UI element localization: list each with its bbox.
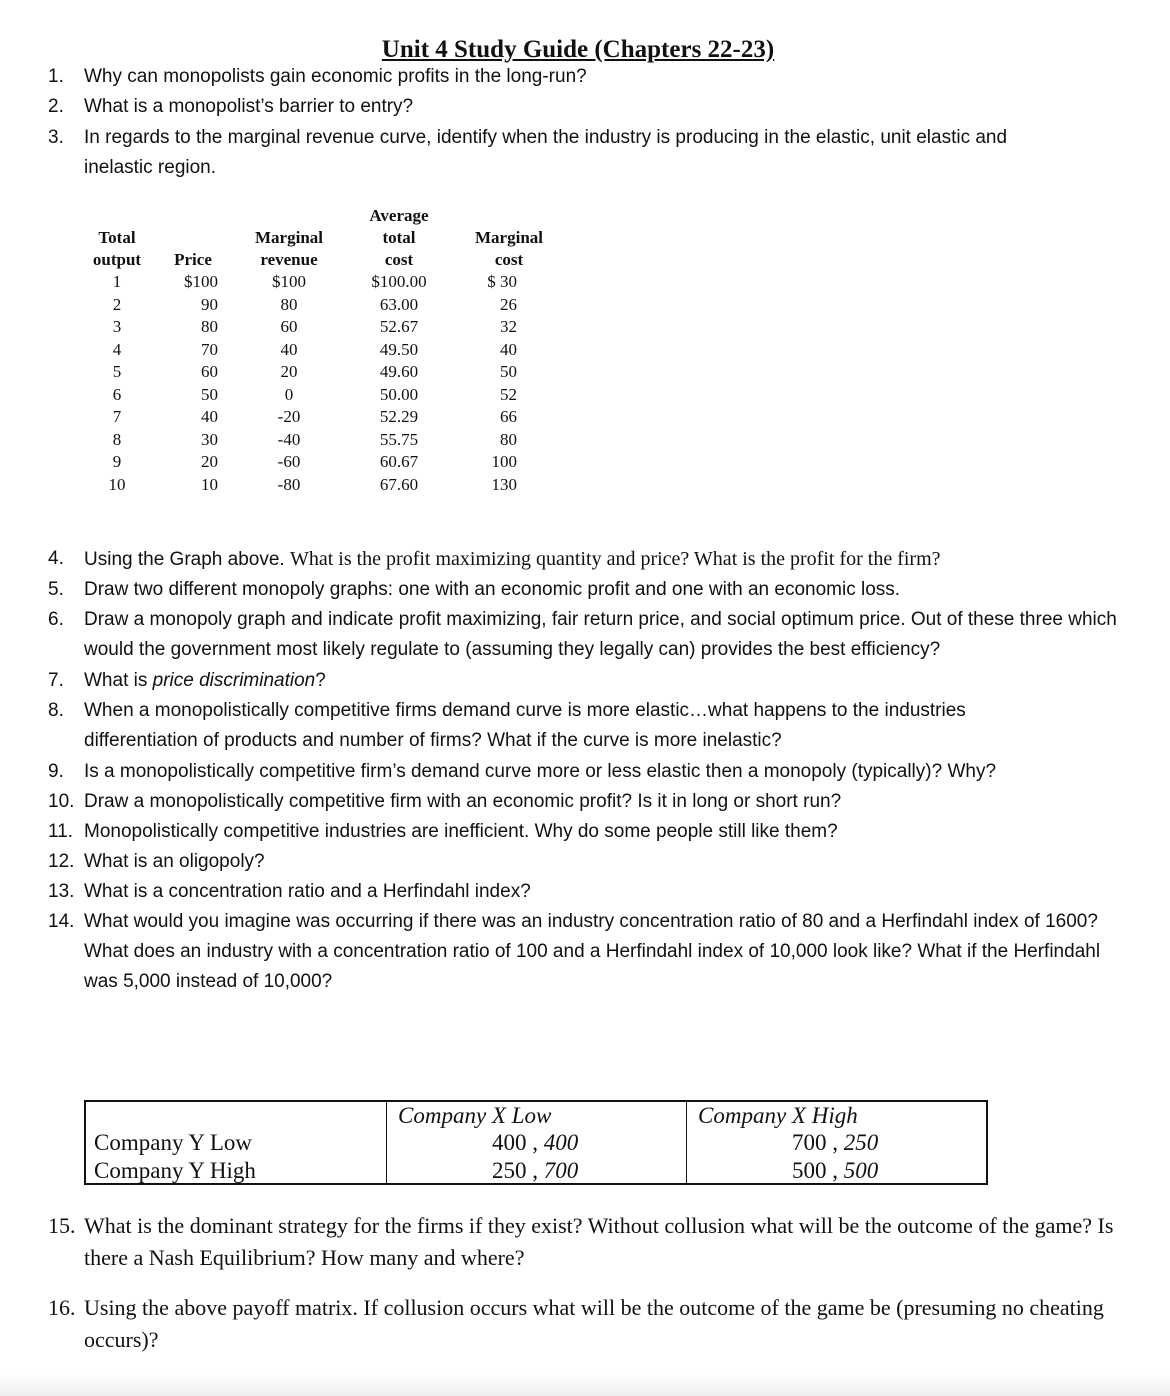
cost-table [0,205,600,505]
table-cell: 5 [112,362,122,381]
table-cell: 10 [108,474,126,494]
question-text: In regards to the marginal revenue curve, identify when the industry is producing in the elastic, unit elastic and inelastic region. [84,127,1008,178]
question-text: Draw a monopolistically competitive firm with an economic profit? Is it in long or short run? [84,791,842,812]
question-number: 8. [48,700,64,721]
question-number: 3. [48,127,64,148]
question-number: 11. [48,821,74,842]
page-bottom-edge [0,1374,1170,1396]
table-cell: 6 [112,384,122,404]
question-16 [48,1292,1138,1356]
payoff-cell: 400 , 400 [492,1130,579,1155]
table-cell: 80 [280,294,298,314]
table-cell: -20 [277,407,301,426]
payoff-cell: 700 , 250 [792,1130,879,1155]
header-cost: cost [494,250,524,269]
question-text: ? [315,670,326,691]
payoff-matrix [84,1100,988,1185]
column-divider [686,1102,687,1183]
header-average: Average [369,206,429,225]
question-14 [48,907,1138,997]
column-divider [386,1102,387,1183]
table-cell: -60 [277,452,301,471]
header-total: Total [98,228,136,247]
table-cell: 1 [112,272,122,291]
question-4 [48,544,1138,575]
question-text: What is a monopolist’s barrier to entry? [84,96,414,117]
table-cell: 60 [280,317,298,336]
table-cell: 20 [280,362,298,381]
table-cell: 3 [112,317,122,336]
col-marginal-cost [466,205,552,496]
table-cell: 80 [500,429,517,449]
question-text: Why can monopolists gain economic profits in the long-run? [84,66,587,87]
question-number: 12. [48,851,75,872]
table-cell: 4 [112,339,122,359]
table-cell: 40 [201,407,218,426]
table-cell: 26 [500,294,517,314]
header-output: output [92,250,142,269]
table-cell: 8 [112,429,122,449]
table-cell: -40 [277,429,301,449]
col-price [168,205,218,496]
question-text: When a monopolistically competitive firms demand curve is more elastic…what happens to the industries differentiation of products and number of firms? What if the curve is more inelastic? [84,700,966,751]
table-cell: 49.60 [379,362,419,381]
table-cell: 50 [201,384,218,404]
question-number: 7. [48,670,64,691]
table-cell: -80 [277,474,301,494]
table-cell: 90 [201,294,218,314]
table-cell: 10 [201,474,218,494]
table-cell: 32 [500,317,517,336]
table-cell: 67.60 [379,474,419,494]
header-company-x-low: Company X Low [398,1103,552,1128]
table-cell: 52.29 [379,407,419,426]
row-company-y-high: Company Y High [94,1158,256,1183]
row-company-y-low: Company Y Low [94,1130,253,1155]
header-company-x-high: Company X High [698,1103,858,1128]
question-text: What is a concentration ratio and a Herfindahl index? [84,881,531,902]
question-text: Draw two different monopoly graphs: one with an economic profit and one with an economic loss. [84,579,901,600]
question-6 [48,605,1138,665]
question-text: Using the Graph above. [84,549,290,570]
table-cell: 20 [201,452,218,471]
question-text: What is [84,670,153,691]
question-text: Draw a monopoly graph and indicate profit maximizing, fair return price, and social optimum price. Out of these three which would the government most likely regulate to (assuming they legally can) provides the best efficiency? [84,609,1117,660]
table-cell: 63.00 [379,294,419,314]
question-text: What is an oligopoly? [84,851,265,872]
table-cell: $100 [184,272,218,291]
question-5 [48,575,1138,605]
question-number: 2. [48,96,64,117]
question-text: Using the above payoff matrix. If collusion occurs what will be the outcome of the game be (presuming no cheating occurs)? [84,1295,1104,1352]
table-cell: 40 [500,339,517,359]
table-cell: 52 [500,384,517,404]
question-number: 6. [48,609,64,630]
question-9 [48,757,1138,787]
question-number: 14. [48,911,75,932]
question-12 [48,847,1138,877]
table-cell: 50 [500,362,517,381]
table-cell: 40 [280,339,298,359]
table-cell: $100 [272,272,306,291]
mc-values [471,271,517,496]
table-cell: 60.67 [379,452,419,471]
table-cell: 70 [201,339,218,359]
table-cell: 55.75 [379,429,419,449]
table-cell: $100.00 [371,272,427,291]
question-13 [48,877,1138,907]
question-text: Is a monopolistically competitive firm’s demand curve more or less elastic then a monopoly (typically)? Why? [84,761,997,782]
question-number: 16. [48,1295,76,1320]
table-cell: 9 [112,452,122,471]
question-text: What would you imagine was occurring if there was an industry concentration ratio of 80 and a Herfindahl index of 1600? What does an industry with a concentration ratio of 100 and a Herfindahl index of 10,000 look like? What if the Herfindahl was 5,000 instead of 10,000? [84,911,1101,992]
table-cell: 7 [112,407,122,426]
col-average-total-cost [356,205,442,496]
table-cell: 30 [201,429,218,449]
question-number: 10. [48,791,75,812]
header-price: Price [174,250,212,269]
payoff-cell: 500 , 500 [792,1158,879,1183]
table-cell: $ 30 [487,272,517,291]
question-number: 13. [48,881,75,902]
question-8 [48,696,1048,756]
header-cost: cost [384,250,414,269]
question-2 [48,92,1138,122]
question-text: What is the profit maximizing quantity and price? What is the profit for the firm? [289,548,941,570]
table-cell: 66 [500,407,517,426]
col-marginal-revenue [244,205,334,496]
payoff-cell: 250 , 700 [492,1158,579,1183]
question-number: 1. [48,66,64,87]
table-cell: 80 [201,317,218,336]
question-10 [48,787,1138,817]
table-cell: 49.50 [379,339,419,359]
question-text: What is the dominant strategy for the firms if they exist? Without collusion what will be the outcome of the game? Is there a Nash Equilibrium? How many and where? [84,1213,1114,1270]
col-total-output [84,205,150,496]
table-cell: 50.00 [379,384,419,404]
table-cell: 0 [284,384,294,404]
question-number: 4. [48,548,64,569]
question-number: 9. [48,761,64,782]
question-term: price discrimination [152,670,316,691]
header-marginal: Marginal [475,228,543,247]
table-cell: 100 [491,452,517,471]
question-number: 5. [48,579,64,600]
question-15 [48,1210,1138,1274]
question-3 [48,123,1068,183]
table-cell: 60 [201,362,218,381]
question-number: 15. [48,1213,76,1238]
page-title: Unit 4 Study Guide (Chapters 22-23) [381,36,775,63]
table-cell: 130 [491,474,517,494]
table-cell: 52.67 [379,317,419,336]
question-text: Monopolistically competitive industries are inefficient. Why do some people still like them? [84,821,838,842]
header-marginal: Marginal [255,228,323,247]
table-cell: 2 [112,294,122,314]
question-11 [48,817,1138,847]
header-revenue: revenue [260,250,318,269]
header-total: total [382,228,416,247]
question-1 [48,62,1138,92]
question-7 [48,666,1138,696]
